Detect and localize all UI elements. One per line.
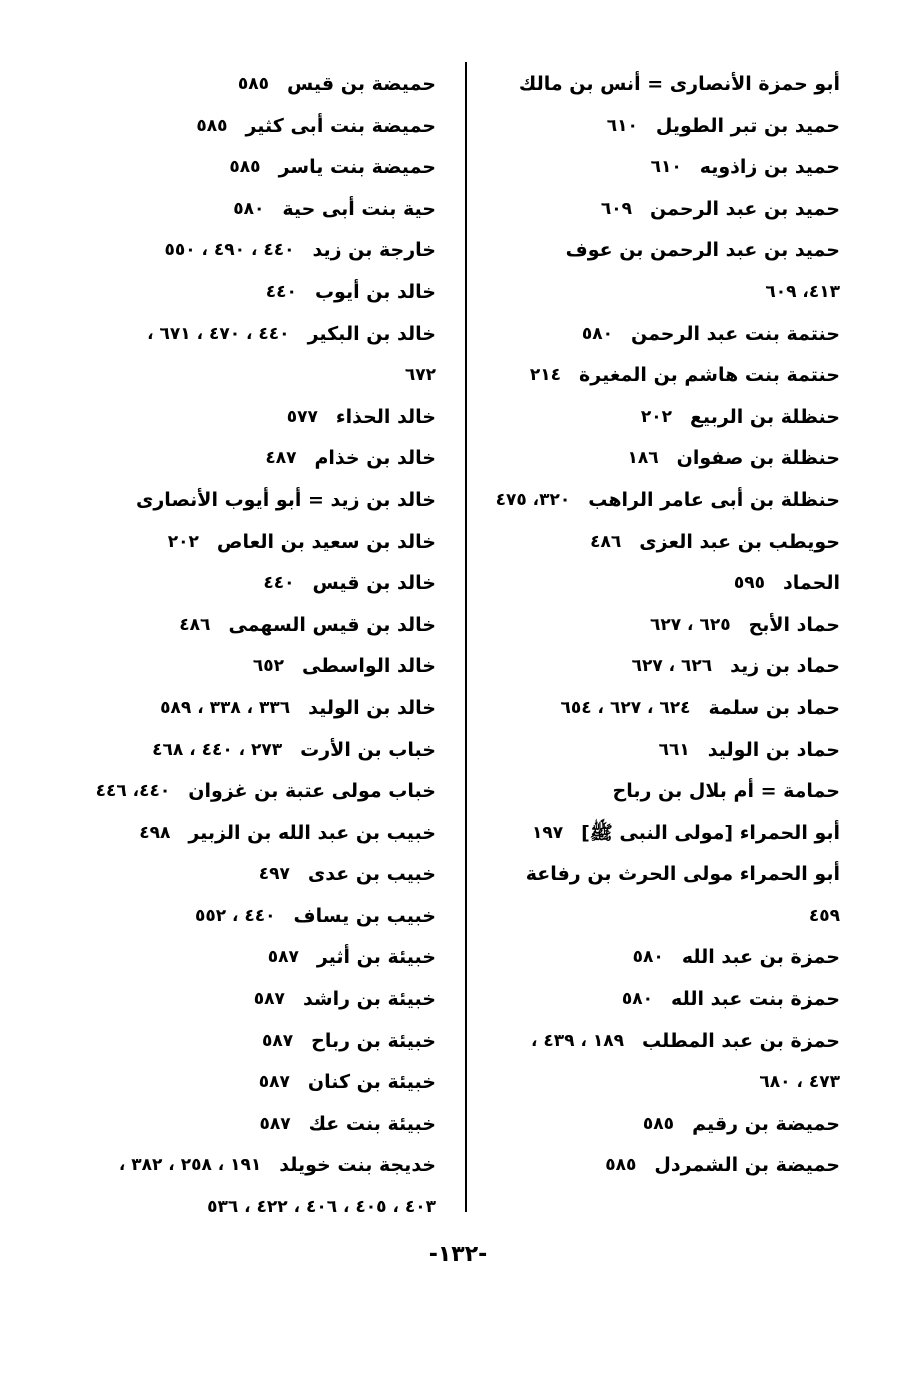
entry-name: خبيب بن عبد الله بن الزبير xyxy=(188,821,436,844)
entry-name: خبيب بن عدى xyxy=(307,863,436,886)
index-entry xyxy=(92,314,436,356)
entry-name: الحماد xyxy=(783,572,840,595)
entry-pages: ٤٤٠، ٤٤٦ xyxy=(95,781,171,802)
index-entry xyxy=(92,605,436,647)
entry-name: أبو الحمراء [مولى النبى ﷺ] xyxy=(581,821,840,844)
index-entry xyxy=(92,1021,436,1063)
entry-pages: ٤٥٩ xyxy=(808,905,840,926)
entry-pages: ٦١٠ xyxy=(606,115,638,136)
entry-pages: ٣٢٠، ٤٧٥ xyxy=(495,489,571,510)
index-entry xyxy=(92,355,436,397)
index-entry xyxy=(488,189,840,231)
entry-pages: ٤٤٠ ، ٤٧٠ ، ٦٧١ ، xyxy=(147,323,290,344)
index-entry xyxy=(92,147,436,189)
index-entry xyxy=(488,480,840,522)
index-entry xyxy=(488,646,840,688)
entry-pages: ٤٨٦ xyxy=(179,614,211,635)
entry-name: خبيئة بن أثير xyxy=(316,946,436,969)
entry-pages: ٦٠٩ xyxy=(600,198,633,219)
entry-name: خبيب بن يساف xyxy=(293,904,436,927)
index-entry xyxy=(488,563,840,605)
entry-pages: ٢٠٢ xyxy=(640,406,672,427)
index-entry xyxy=(488,230,840,272)
index-entry xyxy=(488,896,840,938)
entry-pages: ٤٤٠ xyxy=(265,281,297,302)
index-entry xyxy=(488,854,840,896)
entry-name: خديجة بنت خويلد xyxy=(279,1154,436,1177)
entry-name: خالد بن قيس السهمى xyxy=(228,613,436,636)
entry-name: خالد بن قيس xyxy=(312,572,436,595)
entry-name: خالد بن البكير xyxy=(307,322,436,345)
index-entry xyxy=(92,64,436,106)
entry-name: حميضة بن قيس xyxy=(287,73,436,95)
index-entry xyxy=(488,314,840,356)
entry-pages: ٦٢٤ ، ٦٢٧ ، ٦٥٤ xyxy=(560,697,691,718)
index-entry xyxy=(92,813,436,855)
entry-name: حمزة بنت عبد الله xyxy=(671,988,840,1011)
entry-name: حميضة بن الشمردل xyxy=(654,1154,840,1177)
entry-pages: ٥٨٥ xyxy=(642,1113,675,1134)
entry-name: حنظلة بن أبى عامر الراهب xyxy=(588,488,840,511)
entry-name: حويطب بن عبد العزى xyxy=(639,530,840,553)
column-divider xyxy=(465,62,467,1212)
entry-pages: ٥٨٥ xyxy=(229,157,261,178)
entry-name: خباب مولى عتبة بن غزوان xyxy=(188,780,436,803)
index-entry xyxy=(488,1021,840,1063)
index-entry xyxy=(92,189,436,231)
index-entry xyxy=(92,771,436,813)
index-entry xyxy=(488,1145,840,1187)
index-entry xyxy=(488,771,840,813)
entry-pages: ٥٧٧ xyxy=(286,406,318,427)
index-entry xyxy=(488,979,840,1021)
entry-pages: ٥٨٠ xyxy=(233,198,265,219)
entry-pages: ٤٠٣ ، ٤٠٥ ، ٤٠٦ ، ٤٢٢ ، ٥٣٦ xyxy=(207,1197,436,1218)
entry-pages: ٤٤٠ ، ٥٥٢ xyxy=(194,905,276,926)
entry-name: خارجة بن زيد xyxy=(312,239,436,262)
index-entry xyxy=(488,813,840,855)
entry-pages: ٤٩٨ xyxy=(139,822,171,843)
index-entry xyxy=(92,896,436,938)
entry-pages: ٤٩٧ xyxy=(258,864,290,885)
entry-name: حميد بن عبد الرحمن xyxy=(650,197,840,220)
entry-name: حمزة بن عبد الله xyxy=(681,946,840,969)
entry-pages: ١٩٧ xyxy=(531,822,564,843)
index-entry xyxy=(92,1145,436,1187)
entry-name: خبيئة بن رباح xyxy=(311,1029,436,1052)
entry-name: خالد بن أيوب xyxy=(314,280,436,303)
entry-pages: ٤٤٠ ، ٤٩٠ ، ٥٥٠ xyxy=(164,240,295,261)
entry-pages: ١٨٦ xyxy=(627,448,659,469)
index-entry xyxy=(488,106,840,148)
entry-name: حنظلة بن صفوان xyxy=(676,447,840,470)
entry-pages: ٦٥٢ xyxy=(252,656,284,677)
index-entry xyxy=(92,646,436,688)
entry-name: خبيئة بن راشد xyxy=(302,988,436,1011)
index-entry xyxy=(92,563,436,605)
entry-name: حماد الأبح xyxy=(748,613,840,636)
index-column-left xyxy=(92,64,436,1229)
entry-name: حنظلة بن الربيع xyxy=(689,405,840,428)
entry-pages: ٥٨٧ xyxy=(258,1072,290,1093)
index-entry xyxy=(488,438,840,480)
entry-name: خبيئة بن كنان xyxy=(307,1071,436,1094)
entry-name: حميضة بن رقيم xyxy=(692,1112,840,1135)
entry-name: حنتمة بنت هاشم بن المغيرة xyxy=(579,364,840,387)
index-entry xyxy=(488,272,840,314)
entry-pages: ٦٦١ xyxy=(658,739,690,760)
entry-pages: ٥٨٠ xyxy=(621,989,654,1010)
entry-name: خالد بن زيد = أبو أيوب الأنصارى xyxy=(135,488,436,511)
entry-name: حمامة = أم بلال بن رباح xyxy=(612,780,840,803)
entry-pages: ٥٨٧ xyxy=(259,1113,291,1134)
entry-name: حميد بن عبد الرحمن بن عوف xyxy=(565,239,840,262)
index-entry xyxy=(92,854,436,896)
entry-name: حميضة بنت ياسر xyxy=(278,156,436,179)
entry-pages: ٥٨٧ xyxy=(267,947,299,968)
entry-pages: ٥٨٥ xyxy=(196,115,228,136)
entry-name: حميد بن زاذويه xyxy=(699,156,840,179)
index-entry xyxy=(488,522,840,564)
index-entry xyxy=(92,230,436,272)
entry-name: أبو الحمراء مولى الحرث بن رفاعة xyxy=(525,863,840,886)
index-entry xyxy=(488,147,840,189)
entry-name: حنتمة بنت عبد الرحمن xyxy=(630,322,840,345)
entry-name: حميد بن تبر الطويل xyxy=(655,114,840,137)
index-entry xyxy=(488,397,840,439)
entry-name: خالد بن خذام xyxy=(314,447,436,470)
entry-pages: ٤٧٣ ، ٦٨٠ xyxy=(759,1072,840,1093)
entry-pages: ٣٣٦ ، ٣٣٨ ، ٥٨٩ xyxy=(160,697,291,718)
index-entry xyxy=(92,522,436,564)
entry-name: خالد بن الوليد xyxy=(308,696,436,719)
entry-name: أبو حمزة الأنصارى = أنس بن مالك xyxy=(518,73,840,95)
index-entry xyxy=(92,979,436,1021)
entry-pages: ٤٨٦ xyxy=(590,531,622,552)
entry-pages: ٥٨٧ xyxy=(262,1030,294,1051)
entry-pages: ١٩١ ، ٢٥٨ ، ٣٨٢ ، xyxy=(118,1155,262,1176)
entry-pages: ٤٤٠ xyxy=(263,573,295,594)
entry-name: حماد بن زيد xyxy=(730,655,840,678)
index-entry xyxy=(92,1187,436,1229)
entry-pages: ٦١٠ xyxy=(650,157,682,178)
entry-name: حماد بن الوليد xyxy=(707,738,840,761)
entry-pages: ٤٨٧ xyxy=(265,448,297,469)
index-entry xyxy=(92,1104,436,1146)
index-entry xyxy=(92,272,436,314)
entry-pages: ٥٨٥ xyxy=(605,1155,637,1176)
index-entry xyxy=(488,605,840,647)
entry-pages: ٢٠٢ xyxy=(167,531,199,552)
entry-name: حمزة بن عبد المطلب xyxy=(641,1029,840,1052)
entry-pages: ٦٢٦ ، ٦٢٧ xyxy=(631,656,713,677)
entry-pages: ٦٧٢ xyxy=(404,365,436,386)
entry-pages: ٥٨٠ xyxy=(632,947,664,968)
index-entry xyxy=(488,1062,840,1104)
index-entry xyxy=(92,730,436,772)
index-entry xyxy=(488,730,840,772)
entry-name: حميضة بنت أبى كثير xyxy=(245,114,436,137)
entry-pages: ٢٧٣ ، ٤٤٠ ، ٤٦٨ xyxy=(152,739,283,760)
index-entry xyxy=(92,106,436,148)
entry-name: خباب بن الأرت xyxy=(300,738,436,761)
index-entry xyxy=(488,937,840,979)
index-entry xyxy=(488,355,840,397)
entry-pages: ٥٨٧ xyxy=(253,989,285,1010)
entry-name: حية بنت أبى حية xyxy=(282,197,436,220)
entry-pages: ٤١٣، ٦٠٩ xyxy=(765,281,840,302)
index-entry xyxy=(488,64,840,106)
entry-pages: ٥٨٠ xyxy=(581,323,613,344)
entry-name: خالد الحذاء xyxy=(335,405,436,428)
entry-pages: ١٨٩ ، ٤٣٩ ، xyxy=(531,1030,624,1051)
index-entry xyxy=(488,1104,840,1146)
entry-name: خالد الواسطى xyxy=(301,655,436,678)
index-entry xyxy=(92,480,436,522)
index-entry xyxy=(92,1062,436,1104)
entry-pages: ٥٨٥ xyxy=(237,74,270,94)
entry-name: خبيئة بنت عك xyxy=(308,1112,436,1135)
index-entry xyxy=(92,688,436,730)
index-column-right xyxy=(488,64,840,1187)
page-number: -١٣٢- xyxy=(428,1242,488,1267)
entry-pages: ٥٩٥ xyxy=(733,573,766,594)
index-entry xyxy=(488,688,840,730)
entry-pages: ٦٢٥ ، ٦٢٧ xyxy=(650,614,731,635)
entry-name: حماد بن سلمة xyxy=(708,696,840,719)
index-entry xyxy=(92,438,436,480)
index-entry xyxy=(92,397,436,439)
entry-name: خالد بن سعيد بن العاص xyxy=(216,530,436,553)
index-entry xyxy=(92,937,436,979)
entry-pages: ٢١٤ xyxy=(529,365,562,386)
